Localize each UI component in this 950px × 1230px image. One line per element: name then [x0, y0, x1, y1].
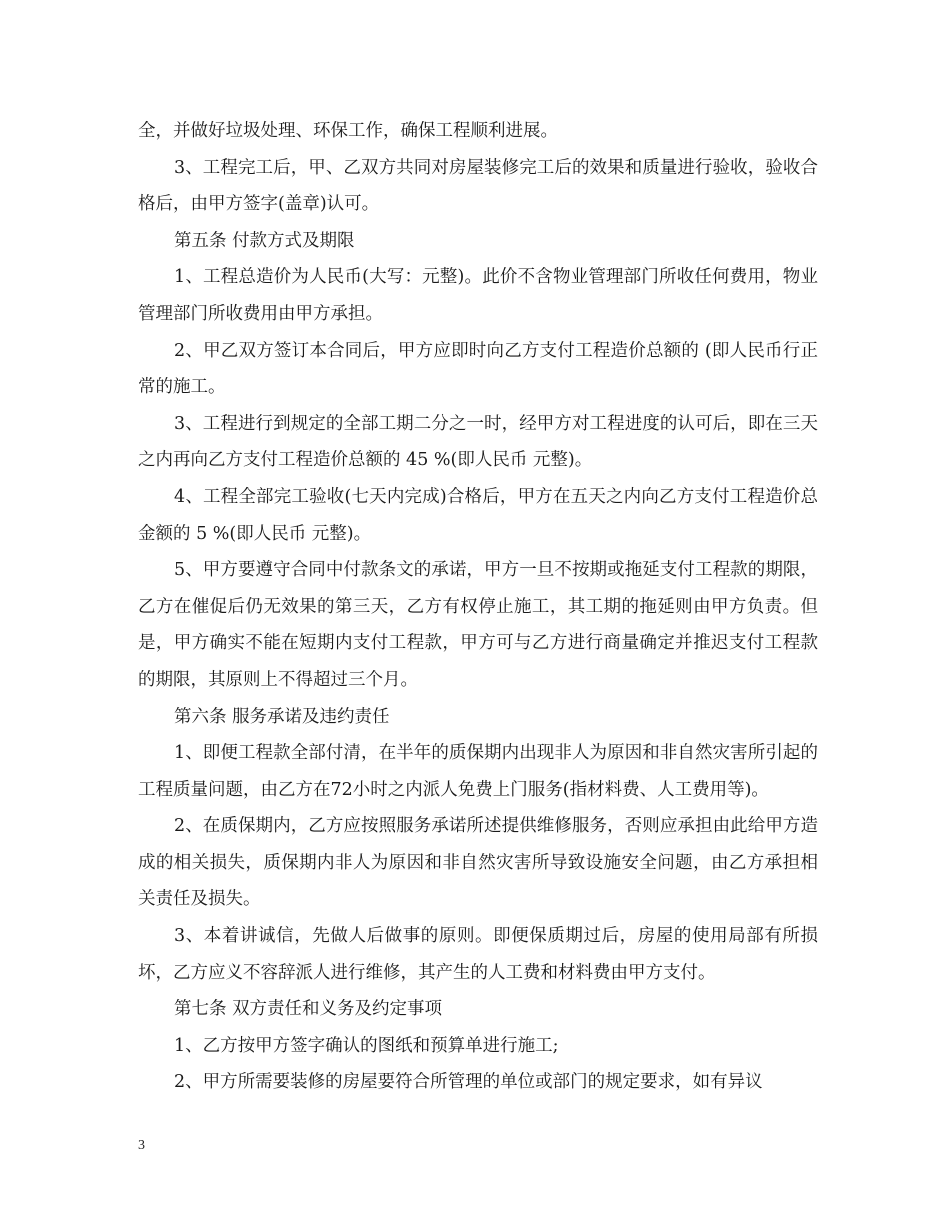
paragraph-housing-requirements: 2、甲方所需要装修的房屋要符合所管理的单位或部门的规定要求，如有异议: [174, 1072, 763, 1093]
section-heading-article-6: 第六条 服务承诺及违约责任: [174, 706, 390, 727]
paragraph-first-payment: 2、甲乙双方签订本合同后，甲方应即时向乙方支付工程造价总额的 (即人民币行正常的施工。: [138, 340, 818, 398]
paragraph-payment-delay: 5、甲方要遵守合同中付款条文的承诺，甲方一旦不按期或拖延支付工程款的期限，乙方在催促后仍无效果的第三天，乙方有权停止施工，其工期的拖延则由甲方负责。但是，甲方确实不能在短期内支付工程款，甲方可与乙方进行商量确定并推迟支付工程款的期限，其原则上不得超过三个月。: [138, 560, 818, 690]
paragraph-final-payment: 4、工程全部完工验收(七天内完成)合格后，甲方在五天之内向乙方支付工程造价总金额的 5 %(即人民币 元整)。: [138, 486, 818, 544]
page-number: 3: [138, 1138, 145, 1153]
paragraph-second-payment: 3、工程进行到规定的全部工期二分之一时，经甲方对工程进度的认可后，即在三天之内再向乙方支付工程造价总额的 45 %(即人民币 元整)。: [138, 413, 818, 471]
section-heading-article-5: 第五条 付款方式及期限: [174, 230, 355, 251]
paragraph-warranty-service: 1、即便工程款全部付清，在半年的质保期内出现非人为原因和非自然灾害所引起的工程质量问题，由乙方在72小时之内派人免费上门服务(指材料费、人工费用等)。: [138, 743, 818, 800]
paragraph-post-warranty: 3、本着讲诚信，先做人后做事的原则。即便保质期过后，房屋的使用局部有所损坏，乙方应义不容辞派人进行维修，其产生的人工费和材料费由甲方支付。: [138, 926, 818, 983]
paragraph-construction-basis: 1、乙方按甲方签字确认的图纸和预算单进行施工;: [174, 1035, 559, 1056]
section-heading-article-7: 第七条 双方责任和义务及约定事项: [174, 999, 443, 1020]
paragraph-continuation: 全，并做好垃圾处理、环保工作，确保工程顺利进展。: [138, 121, 558, 141]
paragraph-acceptance: 3、工程完工后，甲、乙双方共同对房屋装修完工后的效果和质量进行验收，验收合格后，由甲方签字(盖章)认可。: [138, 157, 818, 215]
document-body: [138, 113, 818, 1101]
paragraph-total-cost: 1、工程总造价为人民币(大写：元整)。此价不含物业管理部门所收任何费用，物业管理部门所收费用由甲方承担。: [138, 267, 818, 324]
paragraph-warranty-liability: 2、在质保期内，乙方应按照服务承诺所述提供维修服务，否则应承担由此给甲方造成的相关损失，质保期内非人为原因和非自然灾害所导致设施安全问题，由乙方承担相关责任及损失。: [138, 816, 818, 910]
